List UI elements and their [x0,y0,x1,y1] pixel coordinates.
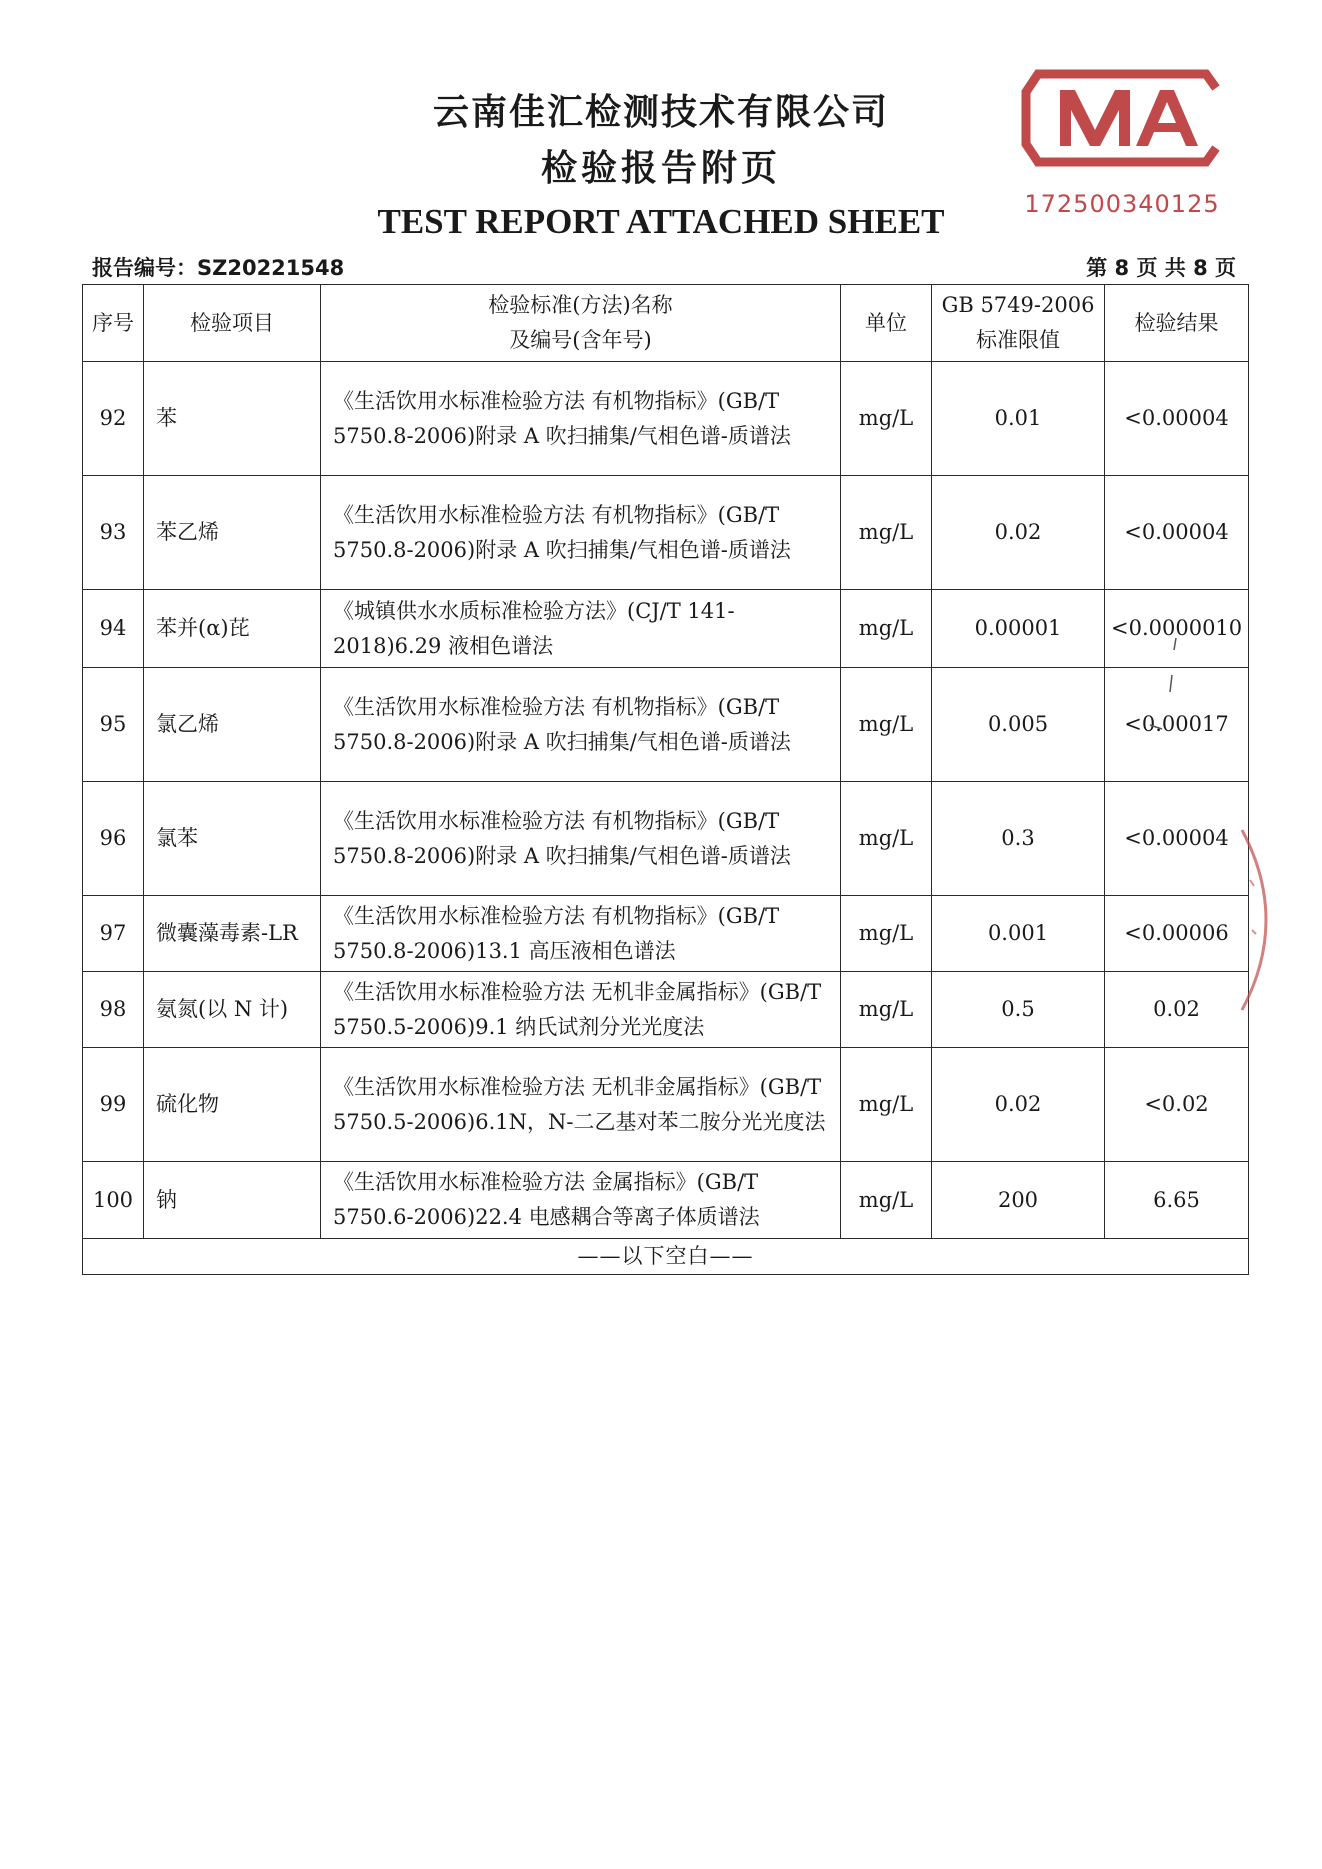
row-limit: 0.5 [932,972,1105,1048]
row-item: 苯乙烯 [144,476,321,590]
row-unit: mg/L [841,476,932,590]
row-no: 96 [83,782,144,896]
table-ending-row [83,1239,1249,1275]
header-item: 检验项目 [144,285,321,362]
english-title: TEST REPORT ATTACHED SHEET [377,202,945,241]
row-method: 《生活饮用水标准检验方法 有机物指标》(GB/T 5750.8-2006)13.1 高压液相色谱法 [321,896,841,972]
row-no: 98 [83,972,144,1048]
table-row [83,1048,1249,1162]
header-method-line1: 检验标准(方法)名称 [488,293,673,317]
table-row [83,972,1249,1048]
company-name: 云南佳汇检测技术有限公司 [432,92,889,133]
row-unit: mg/L [841,782,932,896]
row-limit: 200 [932,1162,1105,1239]
row-limit: 0.00001 [932,590,1105,668]
table-row [83,668,1249,782]
row-unit: mg/L [841,668,932,782]
row-unit: mg/L [841,972,932,1048]
row-limit: 0.3 [932,782,1105,896]
row-item: 硫化物 [144,1048,321,1162]
row-method: 《生活饮用水标准检验方法 有机物指标》(GB/T 5750.8-2006)附录 A 吹扫捕集/气相色谱-质谱法 [321,668,841,782]
row-result: <0.0000010 [1105,590,1249,668]
page-info: 第 8 页 共 8 页 [1086,256,1236,280]
row-item: 钠 [144,1162,321,1239]
ending-note: ——以下空白—— [83,1239,1249,1275]
row-no: 99 [83,1048,144,1162]
row-item: 微囊藻毒素-LR [144,896,321,972]
row-result: <0.02 [1105,1048,1249,1162]
row-result: <0.00006 [1105,896,1249,972]
cma-number: 172500340125 [1024,190,1220,218]
row-no: 100 [83,1162,144,1239]
page-subtitle: 检验报告附页 [540,148,781,189]
header-result: 检验结果 [1105,285,1249,362]
row-method: 《生活饮用水标准检验方法 有机物指标》(GB/T 5750.8-2006)附录 A 吹扫捕集/气相色谱-质谱法 [321,362,841,476]
header-limit [932,285,1105,362]
row-limit: 0.02 [932,476,1105,590]
row-method: 《城镇供水水质标准检验方法》(CJ/T 141-2018)6.29 液相色谱法 [321,590,841,668]
row-limit: 0.02 [932,1048,1105,1162]
pen-marks [1090,630,1190,740]
row-item: 氯乙烯 [144,668,321,782]
row-no: 97 [83,896,144,972]
row-result: 0.02 [1105,972,1249,1048]
header-method [321,285,841,362]
row-result: <0.00017 [1105,668,1249,782]
seal-stamp-edge [1232,820,1292,1020]
row-method: 《生活饮用水标准检验方法 有机物指标》(GB/T 5750.8-2006)附录 A 吹扫捕集/气相色谱-质谱法 [321,782,841,896]
report-number: 报告编号：SZ20221548 [92,256,345,280]
cma-logo [1020,68,1220,168]
header-limit-line1: GB 5749-2006 [941,293,1095,317]
table-row [83,782,1249,896]
row-item: 苯 [144,362,321,476]
row-method: 《生活饮用水标准检验方法 金属指标》(GB/T 5750.6-2006)22.4 电感耦合等离子体质谱法 [321,1162,841,1239]
row-no: 92 [83,362,144,476]
row-unit: mg/L [841,1048,932,1162]
row-unit: mg/L [841,1162,932,1239]
row-no: 94 [83,590,144,668]
row-limit: 0.01 [932,362,1105,476]
row-method: 《生活饮用水标准检验方法 无机非金属指标》(GB/T 5750.5-2006)9.1 纳氏试剂分光光度法 [321,972,841,1048]
table-row [83,590,1249,668]
row-no: 95 [83,668,144,782]
row-item: 苯并(α)芘 [144,590,321,668]
row-method: 《生活饮用水标准检验方法 无机非金属指标》(GB/T 5750.5-2006)6.1N，N-二乙基对苯二胺分光光度法 [321,1048,841,1162]
row-item: 氨氮(以 N 计) [144,972,321,1048]
table-row [83,896,1249,972]
row-result: <0.00004 [1105,362,1249,476]
row-no: 93 [83,476,144,590]
row-item: 氯苯 [144,782,321,896]
header-limit-line2: 标准限值 [976,328,1060,352]
table-row [83,362,1249,476]
row-unit: mg/L [841,896,932,972]
row-unit: mg/L [841,362,932,476]
row-result: <0.00004 [1105,782,1249,896]
row-limit: 0.001 [932,896,1105,972]
row-result: <0.00004 [1105,476,1249,590]
header-seq: 序号 [83,285,144,362]
row-limit: 0.005 [932,668,1105,782]
table-row [83,1162,1249,1239]
cma-seal-icon [1020,68,1220,168]
table-header-row [83,285,1249,362]
header-unit: 单位 [841,285,932,362]
table-row [83,476,1249,590]
report-table [82,284,1249,1275]
row-result: 6.65 [1105,1162,1249,1239]
row-unit: mg/L [841,590,932,668]
row-method: 《生活饮用水标准检验方法 有机物指标》(GB/T 5750.8-2006)附录 A 吹扫捕集/气相色谱-质谱法 [321,476,841,590]
header-method-line2: 及编号(含年号) [509,328,652,352]
